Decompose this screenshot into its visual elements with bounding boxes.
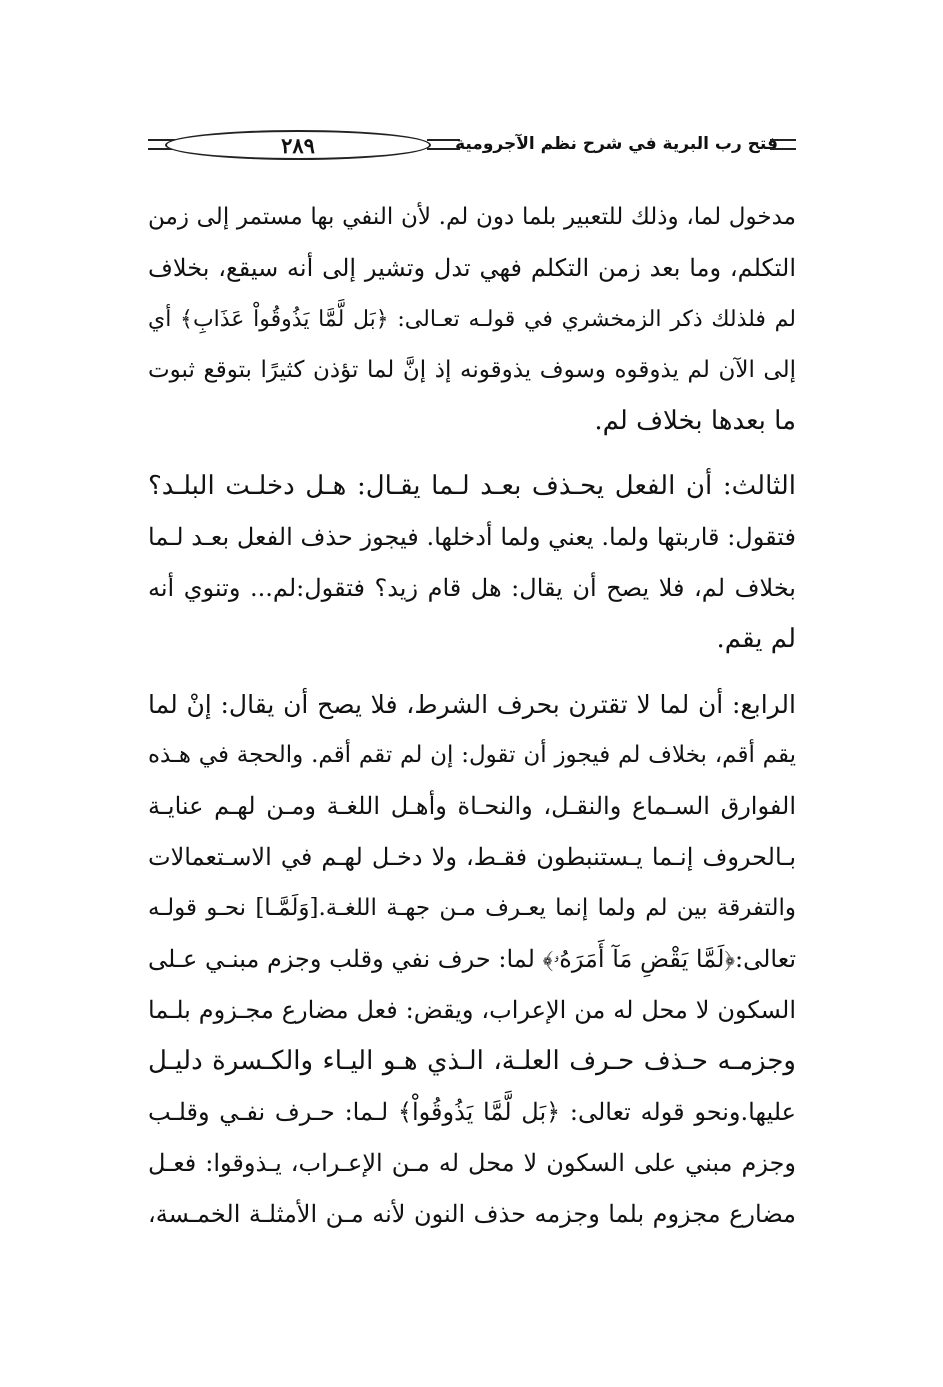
text-line: تعالى:﴿لَمَّا يَقْضِ مَآ أَمَرَهُۥ﴾ لما: حرف نفي وقلب وجزم مبنـي عـلى xyxy=(148,945,796,973)
text-line: إلى الآن لم يذوقوه وسوف يذوقونه إذ إنَّ لما تؤذن كثيرًا بتوقع ثبوت xyxy=(148,357,796,383)
page-number: ٢٨٩ xyxy=(281,132,315,158)
paragraph-1 xyxy=(148,192,796,447)
text-line: عليها.ونحو قوله تعالى: ﴿بَل لَّمَّا يَذُوقُواْ﴾ لـما: حـرف نفـي وقلـب xyxy=(148,1098,796,1126)
text-line: وجزمـه حـذف حـرف العلـة، الـذي هـو اليـاء والكـسرة دليـل xyxy=(148,1046,796,1076)
text-line: مدخول لما، وذلك للتعبير بلما دون لم. لأن النفي بها مستمر إلى زمن xyxy=(148,204,796,230)
text-line: الفوارق السـماع والنقـل، والنحـاة وأهـل اللغـة ومـن لهـم عنايـة xyxy=(148,792,796,820)
text-line: التكلم، وما بعد زمن التكلم فهي تدل وتشير إلى أنه سيقع، بخلاف xyxy=(148,254,796,282)
paragraph-gap xyxy=(148,665,796,679)
text-line: لم يقم. xyxy=(716,624,796,654)
text-line: لم فلذلك ذكر الزمخشري في قولـه تعـالى: ﴿بَل لَّمَّا يَذُوقُواْ عَذَابِ﴾ أي xyxy=(148,307,796,332)
paragraph-2 xyxy=(148,461,796,665)
running-header xyxy=(140,122,795,168)
text-line: الثالث: أن الفعل يحـذف بعـد لـما يقـال: هـل دخلـت البلـد؟ xyxy=(148,471,796,501)
book-title: فتح رب البرية في شرح نظم الآجرومية xyxy=(460,127,778,161)
text-line: بـالحروف إنـما يـستنبطون فقـط، ولا دخـل لهـم في الاسـتعمالات xyxy=(148,843,796,871)
text-line: ما بعدها بخلاف لم. xyxy=(594,406,796,436)
text-line: وجزم مبني على السكون لا محل له مـن الإعـراب، يـذوقوا: فعـل xyxy=(148,1149,796,1177)
paragraph-3 xyxy=(148,679,796,1240)
text-line: فتقول: قاربتها ولما. يعني ولما أدخلها. فيجوز حذف الفعل بعـد لـما xyxy=(148,523,796,551)
page-number-oval xyxy=(165,130,431,160)
text-line: يقم أقم، بخلاف لم فيجوز أن تقول: إن لم تقم أقم. والحجة في هـذه xyxy=(148,742,796,768)
body-text xyxy=(148,192,796,1240)
text-line: والتفرقة بين لم ولما إنما يعـرف مـن جهـة اللغـة.[وَلَمَّـا] نحـو قولـه xyxy=(148,895,796,921)
paragraph-gap xyxy=(148,447,796,461)
text-line: الرابع: أن لما لا تقترن بحرف الشرط، فلا يصح أن يقال: إنْ لما xyxy=(148,690,796,719)
text-line: بخلاف لم، فلا يصح أن يقال: هل قام زيد؟ فتقول:لم... وتنوي أنه xyxy=(148,574,796,602)
text-line: مضارع مجزوم بلما وجزمه حذف النون لأنه مـن الأمثلـة الخمـسة، xyxy=(148,1200,796,1228)
header-double-rule-right xyxy=(770,139,796,150)
text-line: السكون لا محل له من الإعراب، ويقض: فعل مضارع مجـزوم بلـما xyxy=(148,996,796,1024)
